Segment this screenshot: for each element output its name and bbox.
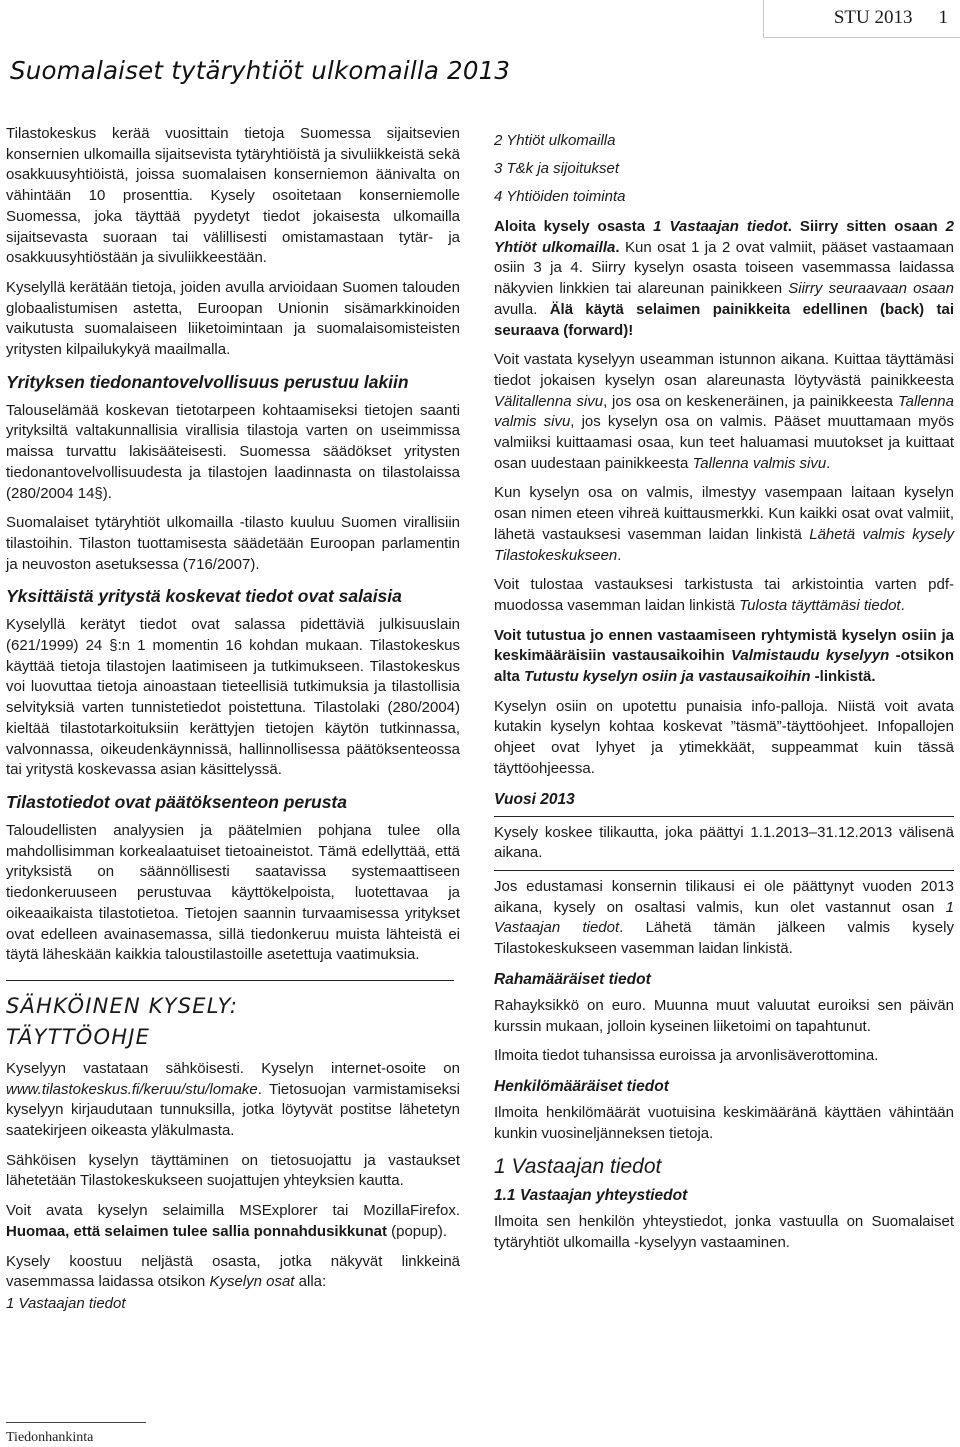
- year-divider-2: [494, 870, 954, 871]
- page-title: Suomalaiset tytäryhtiöt ulkomailla 2013: [10, 56, 511, 85]
- print-paragraph: Voit tulostaa vastauksesi tarkistusta tai arkistointia varten pdf-muodossa vasemman laidan linkistä Tulosta täyttämäsi tiedot.: [494, 576, 954, 614]
- basis-paragraph: Taloudellisten analyysien ja päätelmien pohjana tulee olla mahdollisimman korkealaatuiset tietoaineistot. Tämä edellyttää, että yrityksistä on säännöllisesti saatavissa systemaattiseen tiedonkeruuseen perustuvaa käyttökelpoista, luotettavaa ja oikeaaikaista tilastotietoa. Tietojen saannin turvaamisessa yritykset ovat edelleen avainasemassa, sillä tiedonkeruu muista lähteistä ei täytä läheskään kaikkia taloustilastoille asetettuja vaatimuksia.: [6, 821, 460, 964]
- survey-part-3: 3 T&k ja sijoitukset: [494, 160, 620, 177]
- heading-year: Vuosi 2013: [494, 790, 575, 808]
- heading-guide: SÄHKÖINEN KYSELY: TÄYTTÖOHJE: [6, 993, 239, 1049]
- duty-paragraph-1: Talouselämää koskevan tietotarpeen kohtaamiseksi tietojen saanti yrityksiltä valtakunnallisia virallisia tilastoja varten on useimmissa maissa turvattu lakisääteisesti. Suomessa säädökset yritysten tiedonantovelvollisuudesta ja tilastojen laadinnasta on tilastolaissa (280/2004 14§).: [6, 401, 460, 502]
- guide-paragraph-2: Sähköisen kyselyn täyttäminen on tietosuojattu ja vastaukset lähetetään Tilastokeskukseen suojattujen yhteyksien kautta.: [6, 1151, 460, 1190]
- start-paragraph: Aloita kysely osasta 1 Vastaajan tiedot. Siirry sitten osaan 2 Yhtiöt ulkomailla. Kun osat 1 ja 2 ovat valmiit, pääset vastaamaan osiin 3 ja 4. Siirry kyselyn osasta toiseen vasemmassa laidassa näkyvien linkkien tai alareunan painikkeen Siirry seuraavaan osaan avulla. Älä käytä selaimen painikkeita edellinen (back) tai seuraava (forward)!: [494, 218, 955, 339]
- survey-code: STU 2013: [833, 6, 913, 28]
- intro-paragraph-2: Kyselyllä kerätään tietoja, joiden avulla arvioidaan Suomen talouden globaalistumisen astetta, Euroopan Unionin sisämarkkinoiden vaikutusta suomalaiseen liiketoimintaan ja suomalaisomisteisten yritysten kilpailukykyä maailmalla.: [6, 278, 460, 359]
- info-paragraph: Kyselyn osiin on upotettu punaisia info-palloja. Niistä voit avata kutakin kyselyn kohtaa koskevat ”täsmä”-täyttöohjeet. Infopallojen ohjeet ovat lyhyet ja ytimekkäät, suppeammat kuin tässä täyttöohjeessa.: [494, 697, 954, 777]
- guide-paragraph-1: Kyselyyn vastataan sähköisesti. Kyselyn internet-osoite on www.tilastokeskus.fi/keruu/stu/lomake. Tietosuojan varmistamiseksi kyselyyn kirjaudutaan tunnuksilla, jotka löytyvät postitse lähetetyn saatekirjeen oikeasta yläkulmasta.: [6, 1059, 460, 1140]
- right-column: [494, 130, 954, 1254]
- duty-paragraph-2: Suomalaiset tytäryhtiöt ulkomailla -tilasto kuuluu Suomen virallisiin tilastoihin. Tilaston tuottamisesta säädetään Euroopan parlamentin ja neuvoston asetuksessa (716/2007).: [6, 514, 460, 573]
- people-paragraph: Ilmoita henkilömäärät vuotuisina keskimääränä käyttäen vähintään kunkin vuosineljänneksen tietoja.: [494, 1103, 954, 1142]
- footer-label: Tiedonhankinta: [6, 1430, 94, 1445]
- contact-paragraph: Ilmoita sen henkilön yhteystiedot, jonka vastuulla on Suomalaiset tytäryhtiöt ulkomailla -kyselyyn vastaaminen.: [494, 1213, 954, 1252]
- heading-duty: Yrityksen tiedonantovelvollisuus perustuu lakiin: [6, 371, 409, 392]
- guide-paragraph-3: Voit avata kyselyn selaimilla MSExplorer tai MozillaFirefox. Huomaa, että selaimen tulee sallia ponnahdusikkunat (popup).: [6, 1202, 460, 1240]
- survey-part-4: 4 Yhtiöiden toiminta: [494, 188, 626, 205]
- save-paragraph: Voit vastata kyselyyn useamman istunnon aikana. Kuittaa täyttämäsi tiedot jokaisen kyselyn osan alareunasta löytyvästä painikkeesta Välitallenna sivu, jos osa on keskeneräinen, ja painikkeesta Tallenna valmis sivu, jos kyselyn osa on valmis. Pääset muuttamaan myös valmiiksi kuittaamasi osaa, kun teet haluamasi muutokset ja kuittaat osan uudestaan painikkeesta Tallenna valmis sivu.: [494, 351, 954, 472]
- heading-secret: Yksittäistä yritystä koskevat tiedot ovat salaisia: [6, 586, 402, 607]
- money-paragraph-2: Ilmoita tiedot tuhansissa euroissa ja arvonlisäverottomina.: [494, 1047, 879, 1065]
- left-column: [6, 124, 460, 1315]
- year-divider: [494, 816, 954, 817]
- heading-contact: 1.1 Vastaajan yhteystiedot: [494, 1187, 688, 1205]
- footer-divider: [6, 1422, 146, 1423]
- prepare-paragraph: Voit tutustua jo ennen vastaamiseen ryhtymistä kyselyn osiin ja keskimääräisiin vastausaikoihin Valmistaudu kyselyyn -otsikon alta Tutustu kyselyn osiin ja vastausaikoihin -linkistä.: [494, 626, 954, 686]
- heading-section-1: 1 Vastaajan tiedot: [494, 1155, 662, 1179]
- page-number: 1: [938, 6, 948, 28]
- survey-part-1: 1 Vastaajan tiedot: [6, 1294, 126, 1312]
- year-paragraph-2: Jos edustamasi konsernin tilikausi ei ole päättynyt vuoden 2013 aikana, kysely on osaltasi valmis, kun olet vastannut osan 1 Vastaajan tiedot. Lähetä tämän jälkeen valmis kysely Tilastokeskukseen vasemman laidan linkistä.: [494, 877, 954, 958]
- year-paragraph-1: Kysely koskee tilikautta, joka päättyi 1.1.2013–31.12.2013 välisenä aikana.: [494, 823, 954, 862]
- heading-people: Henkilömääräiset tiedot: [494, 1077, 669, 1095]
- survey-part-2: 2 Yhtiöt ulkomailla: [494, 132, 616, 149]
- guide-paragraph-4: Kysely koostuu neljästä osasta, jotka näkyvät linkkeinä vasemmassa laidassa otsikon Kyselyn osat alla:: [6, 1252, 460, 1291]
- send-paragraph: Kun kyselyn osa on valmis, ilmestyy vasempaan laitaan kyselyn osan nimen eteen vihreä kuittausmerkki. Kun kaikki osat ovat valmiit, lähetä vastauksesi vasemman laidan linkistä Lähetä valmis kysely Tilastokeskukseen.: [494, 484, 954, 564]
- page-header: [763, 0, 960, 38]
- money-paragraph-1: Rahayksikkö on euro. Muunna muut valuutat euroiksi sen päivän kurssin mukaan, jolloin kyseinen liiketoimi on tapahtunut.: [494, 996, 954, 1035]
- section-divider: [6, 980, 454, 981]
- heading-money: Rahamääräiset tiedot: [494, 970, 651, 988]
- secret-paragraph: Kyselyllä kerätyt tiedot ovat salassa pidettäviä julkisuuslain (621/1999) 24 §:n 1 momentin 16 kohdan mukaan. Tilastokeskus käyttää tietoja tilastojen laatimiseen ja tutkimukseen. Tilastokeskus voi luovuttaa tietoja ainoastaan tieteellisiä tutkimuksia ja tilastollisia selvityksiä varten tunnistetiedot poistettuna. Tilastolaki (280/2004) kieltää tilastotarkoituksiin kerättyjen tietojen käytön tutkinnassa, valvonnassa, oikeudenkäynnissä, hallinnollisessa päätöksenteossa tai yritystä koskevassa asian käsittelyssä.: [6, 616, 460, 779]
- heading-basis: Tilastotiedot ovat päätöksenteon perusta: [6, 791, 347, 812]
- survey-url-link[interactable]: www.tilastokeskus.fi/keruu/stu/lomake: [6, 1080, 258, 1098]
- intro-paragraph-1: Tilastokeskus kerää vuosittain tietoja Suomessa sijaitsevien konsernien ulkomailla sijaitsevista tytäryhtiöistä ja sivuliikkeistä sekä osakkuusyhtiöistä, joissa suomalaisen konserniemon äänivalta on vähintään 10 prosenttia. Kysely osoitetaan konserniemolle Suomessa, joka täyttää pyydetyt tiedot jokaisesta ulkomailla sijaitsevasta suoraan tai välillisesti omistamastaan tytär- ja osakkuusyhtiöstään ja sivuliikkeestään.: [6, 125, 460, 267]
